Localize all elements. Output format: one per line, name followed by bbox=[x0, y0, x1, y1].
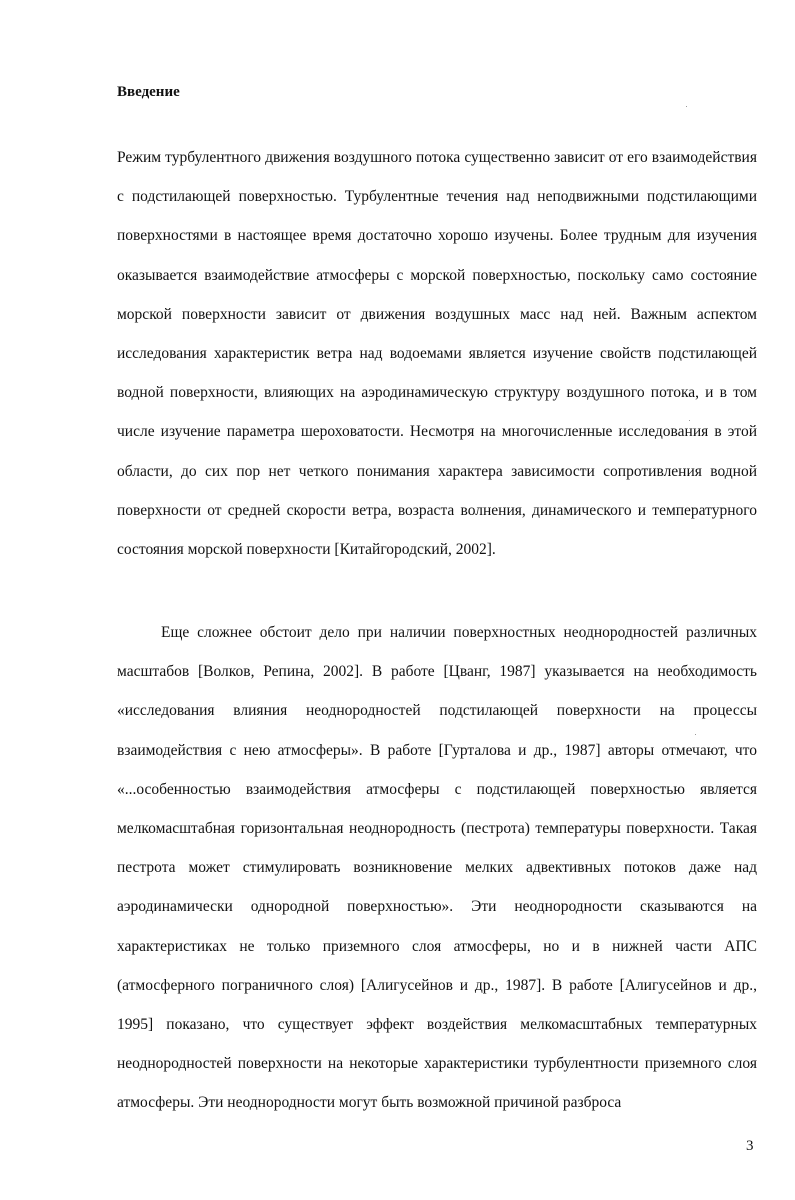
scan-speck bbox=[686, 106, 687, 107]
section-heading: Введение bbox=[117, 84, 180, 100]
scan-speck bbox=[695, 734, 696, 735]
paragraph-1: Режим турбулентного движения воздушного потока существенно зависит от его взаимодействия с подстилающей поверхностью. Турбулентные течения над неподвижными подстилающими поверхностями в настоящее время достаточно хорошо изучены. Более трудным для изучения оказывается взаимодействие атмосферы с морской поверхностью, поскольку само состояние морской поверхности зависит от движения воздушных масс над ней. Важным аспектом исследования характеристик ветра над водоемами является изучение свойств подстилающей водной поверхности, влияющих на аэродинамическую структуру воздушного потока, и в том числе изучение параметра шероховатости. Несмотря на многочисленные исследования в этой области, до сих пор нет четкого понимания характера зависимости сопротивления водной поверхности от средней скорости ветра, возраста волнения, динамического и температурного состояния морской поверхности [Китайгородский, 2002]. bbox=[117, 149, 757, 559]
scan-speck bbox=[689, 420, 690, 421]
paragraph-2: Еще сложнее обстоит дело при наличии поверхностных неоднородностей различных масштабов [Волков, Репина, 2002]. В работе [Цванг, 1987] указывается на необходимость «исследования влияния неоднородностей подстилающей поверхности на процессы взаимодействия с нею атмосферы». В работе [Гурталова и др., 1987] авторы отмечают, что «...особенностью взаимодействия атмосферы с подстилающей поверхностью является мелкомасштабная горизонтальная неоднородность (пестрота) температуры поверхности. Такая пестрота может стимулировать возникновение мелких адвективных потоков даже над аэродинамически однородной поверхностью». Эти неоднородности сказываются на характеристиках не только приземного слоя атмосферы, но и в нижней части АПС (атмосферного пограничного слоя) [Алигусейнов и др., 1987]. В работе [Алигусейнов и др., 1995] показано, что существует эффект воздействия мелкомасштабных температурных неоднородностей поверхности на некоторые характеристики турбулентности приземного слоя атмосферы. Эти неоднородности могут быть возможной причиной разброса bbox=[117, 624, 757, 1112]
page-number: 3 bbox=[746, 1138, 754, 1154]
